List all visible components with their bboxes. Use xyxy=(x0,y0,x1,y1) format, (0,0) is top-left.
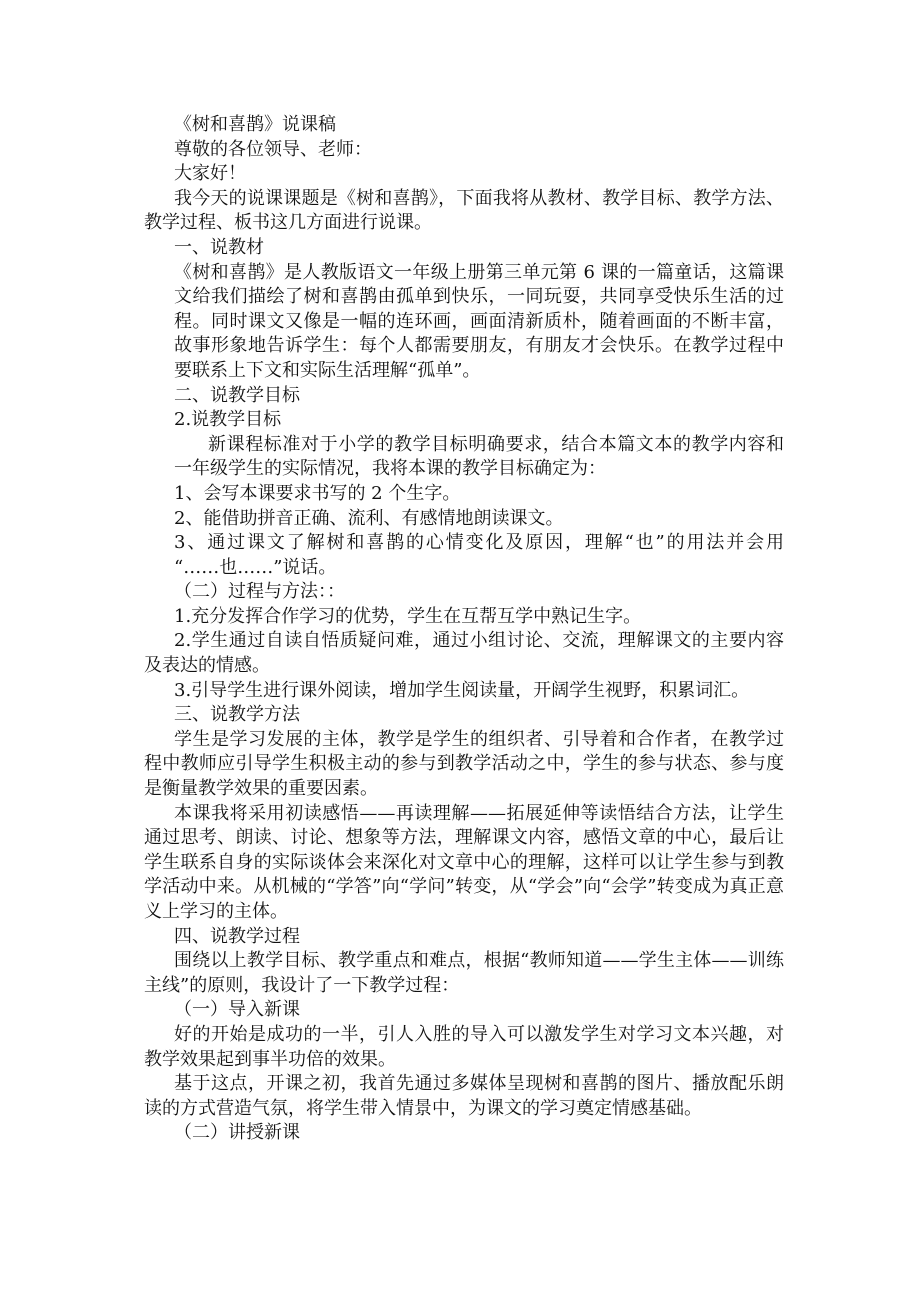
text-line: 学生是学习发展的主体，教学是学生的组织者、引导着和合作者，在教学过 xyxy=(174,728,784,750)
text-line: 1.充分发挥合作学习的优势，学生在互帮互学中熟记生字。 xyxy=(174,605,642,627)
text-line: 程中教师应引导学生积极主动的参与到教学活动之中，学生的参与状态、参与度 xyxy=(144,753,784,775)
text-line: 主线”的原则，我设计了一下教学过程： xyxy=(144,974,460,996)
text-line: 2、能借助拼音正确、流利、有感情地朗读课文。 xyxy=(174,507,564,529)
text-line: 3.引导学生进行课外阅读，增加学生阅读量，开阔学生视野，积累词汇。 xyxy=(174,679,750,701)
text-line: 教学效果起到事半功倍的效果。 xyxy=(144,1048,396,1070)
text-line: 是衡量教学效果的重要因素。 xyxy=(144,778,378,800)
text-line: 教学过程、板书这几方面进行说课。 xyxy=(144,212,432,234)
text-line: 好的开始是成功的一半，引人入胜的导入可以激发学生对学习文本兴趣，对 xyxy=(174,1023,784,1045)
text-line: 文给我们描绘了树和喜鹊由孤单到快乐，一同玩耍，共同享受快乐生活的过 xyxy=(174,286,784,308)
text-line: （一）导入新课 xyxy=(174,999,300,1021)
text-line: “……也……”说话。 xyxy=(174,556,337,578)
text-line: 《树和喜鹊》是人教版语文一年级上册第三单元第 6 课的一篇童话，这篇课 xyxy=(174,261,784,283)
text-line: 3、通过课文了解树和喜鹊的心情变化及原因，理解“也”的用法并会用 xyxy=(174,532,784,554)
text-line: 尊敬的各位领导、老师： xyxy=(174,138,372,160)
text-line: 要联系上下文和实际生活理解“孤单”。 xyxy=(174,359,481,381)
text-line: 基于这点，开课之初，我首先通过多媒体呈现树和喜鹊的图片、播放配乐朗 xyxy=(174,1073,784,1095)
text-line: （二）讲授新课 xyxy=(174,1122,300,1144)
text-line: 一、说教材 xyxy=(174,236,264,258)
text-line: 围绕以上教学目标、教学重点和难点，根据“教师知道——学生主体——训练 xyxy=(174,950,784,972)
text-line: 读的方式营造气氛，将学生带入情景中，为课文的学习奠定情感基础。 xyxy=(144,1097,702,1119)
text-line: （二）过程与方法：： xyxy=(174,581,345,603)
document-title: 《树和喜鹊》说课稿 xyxy=(174,114,336,135)
text-line: 学活动中来。从机械的“学答”向“学问”转变，从“学会”向“会学”转变成为真正意 xyxy=(144,876,784,898)
text-line: 一年级学生的实际情况，我将本课的教学目标确定为： xyxy=(174,458,606,480)
text-line: 二、说教学目标 xyxy=(174,384,300,406)
text-line: 通过思考、朗读、讨论、想象等方法，理解课文内容，感悟文章的中心，最后让 xyxy=(144,827,784,849)
text-line: 义上学习的主体。 xyxy=(144,901,288,922)
text-line: 本课我将采用初读感悟——再读理解——拓展延伸等读悟结合方法，让学生 xyxy=(174,802,784,824)
text-line: 2.学生通过自读自悟质疑问难，通过小组讨论、交流，理解课文的主要内容 xyxy=(174,630,784,652)
text-line: 故事形象地告诉学生：每个人都需要朋友，有朋友才会快乐。在教学过程中 xyxy=(174,335,784,357)
text-line: 2.说教学目标 xyxy=(174,409,282,431)
text-line: 学生联系自身的实际谈体会来深化对文章中心的理解，这样可以让学生参与到教 xyxy=(144,851,784,873)
text-line: 四、说教学过程 xyxy=(174,925,300,947)
text-line: 我今天的说课课题是《树和喜鹊》，下面我将从教材、教学目标、教学方法、 xyxy=(174,187,784,209)
paragraph-lines xyxy=(144,138,784,1146)
text-line: 及表达的情感。 xyxy=(144,655,270,677)
text-line: 新课程标准对于小学的教学目标明确要求，结合本篇文本的教学内容和 xyxy=(208,433,784,455)
text-line: 三、说教学方法 xyxy=(174,704,300,726)
document-body xyxy=(144,113,784,1146)
text-line: 程。同时课文又像是一幅的连环画，画面清新质朴，随着画面的不断丰富， xyxy=(174,310,784,332)
text-line: 大家好！ xyxy=(174,163,246,185)
text-line: 1、会写本课要求书写的 2 个生字。 xyxy=(174,482,461,504)
